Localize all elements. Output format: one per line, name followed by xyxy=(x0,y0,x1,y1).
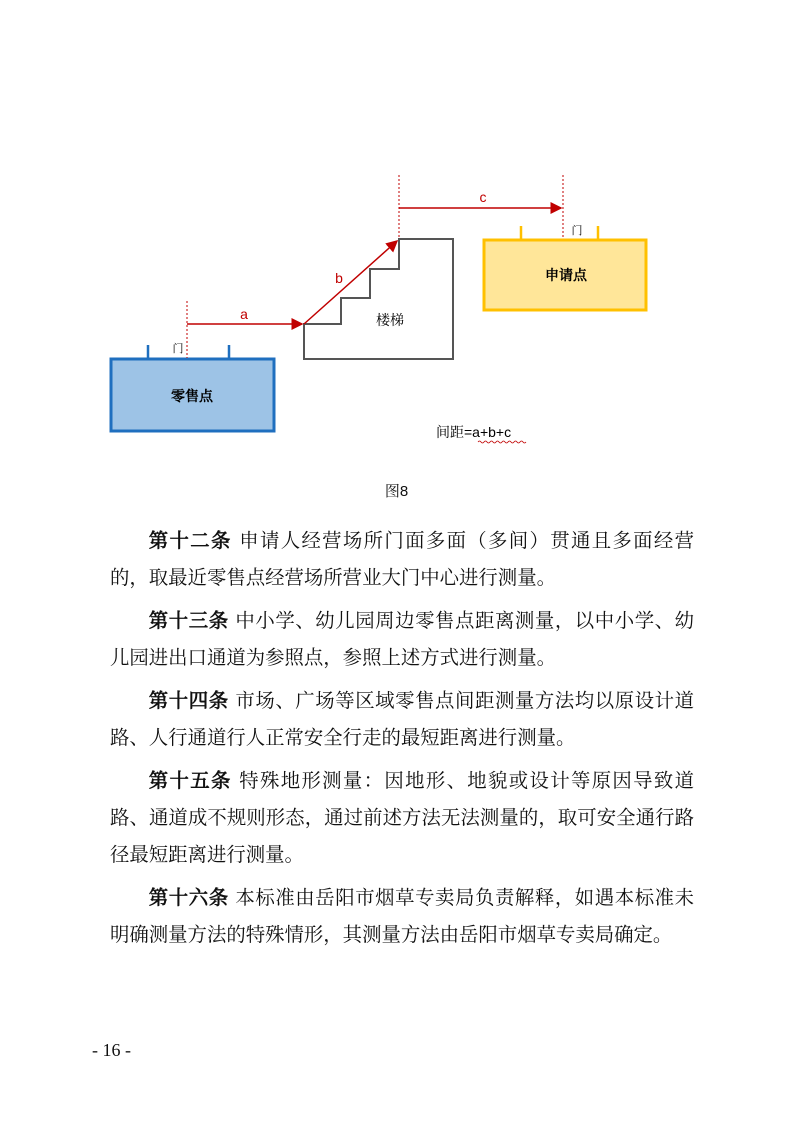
distance-formula: 间距=a+b+c xyxy=(436,424,512,440)
article-text: 中小学、幼儿园周边零售点距离测量，以中小学、幼儿园进出口通道为参照点，参照上述方式进行测量。 xyxy=(110,609,695,669)
stairs-label: 楼梯 xyxy=(376,312,404,328)
door-label-right: 门 xyxy=(571,225,583,237)
applicant-point-label: 申请点 xyxy=(545,267,587,283)
segment-a-label: a xyxy=(240,306,248,322)
distance-diagram xyxy=(0,0,793,470)
article-13 xyxy=(110,602,694,676)
spellcheck-underline xyxy=(478,441,526,443)
article-15 xyxy=(110,762,694,873)
article-text: 特殊地形测量：因地形、地貌或设计等原因导致道路、通道成不规则形态，通过前述方法无法测量的，取可安全通行路径最短距离进行测量。 xyxy=(110,769,695,866)
article-heading: 第十二条 xyxy=(148,529,232,552)
article-text: 申请人经营场所门面多面（多间）贯通且多面经营的，取最近零售点经营场所营业大门中心进行测量。 xyxy=(110,529,695,589)
door-label-left: 门 xyxy=(172,343,184,355)
article-heading: 第十六条 xyxy=(148,886,229,909)
retail-point-label: 零售点 xyxy=(171,388,213,404)
article-heading: 第十四条 xyxy=(148,689,229,712)
article-text: 市场、广场等区域零售点间距测量方法均以原设计道路、人行通道行人正常安全行走的最短距离进行测量。 xyxy=(110,689,695,749)
article-16 xyxy=(110,879,694,953)
segment-c-label: c xyxy=(479,189,487,205)
article-body xyxy=(110,522,694,959)
segment-b-label: b xyxy=(335,270,343,286)
article-heading: 第十三条 xyxy=(148,609,229,632)
article-12 xyxy=(110,522,694,596)
article-heading: 第十五条 xyxy=(148,769,232,792)
page-number: - 16 - xyxy=(92,1040,131,1060)
figure-caption: 图8 xyxy=(384,483,409,500)
article-14 xyxy=(110,682,694,756)
article-text: 本标准由岳阳市烟草专卖局负责解释，如遇本标准未明确测量方法的特殊情形，其测量方法由岳阳市烟草专卖局确定。 xyxy=(110,886,695,946)
